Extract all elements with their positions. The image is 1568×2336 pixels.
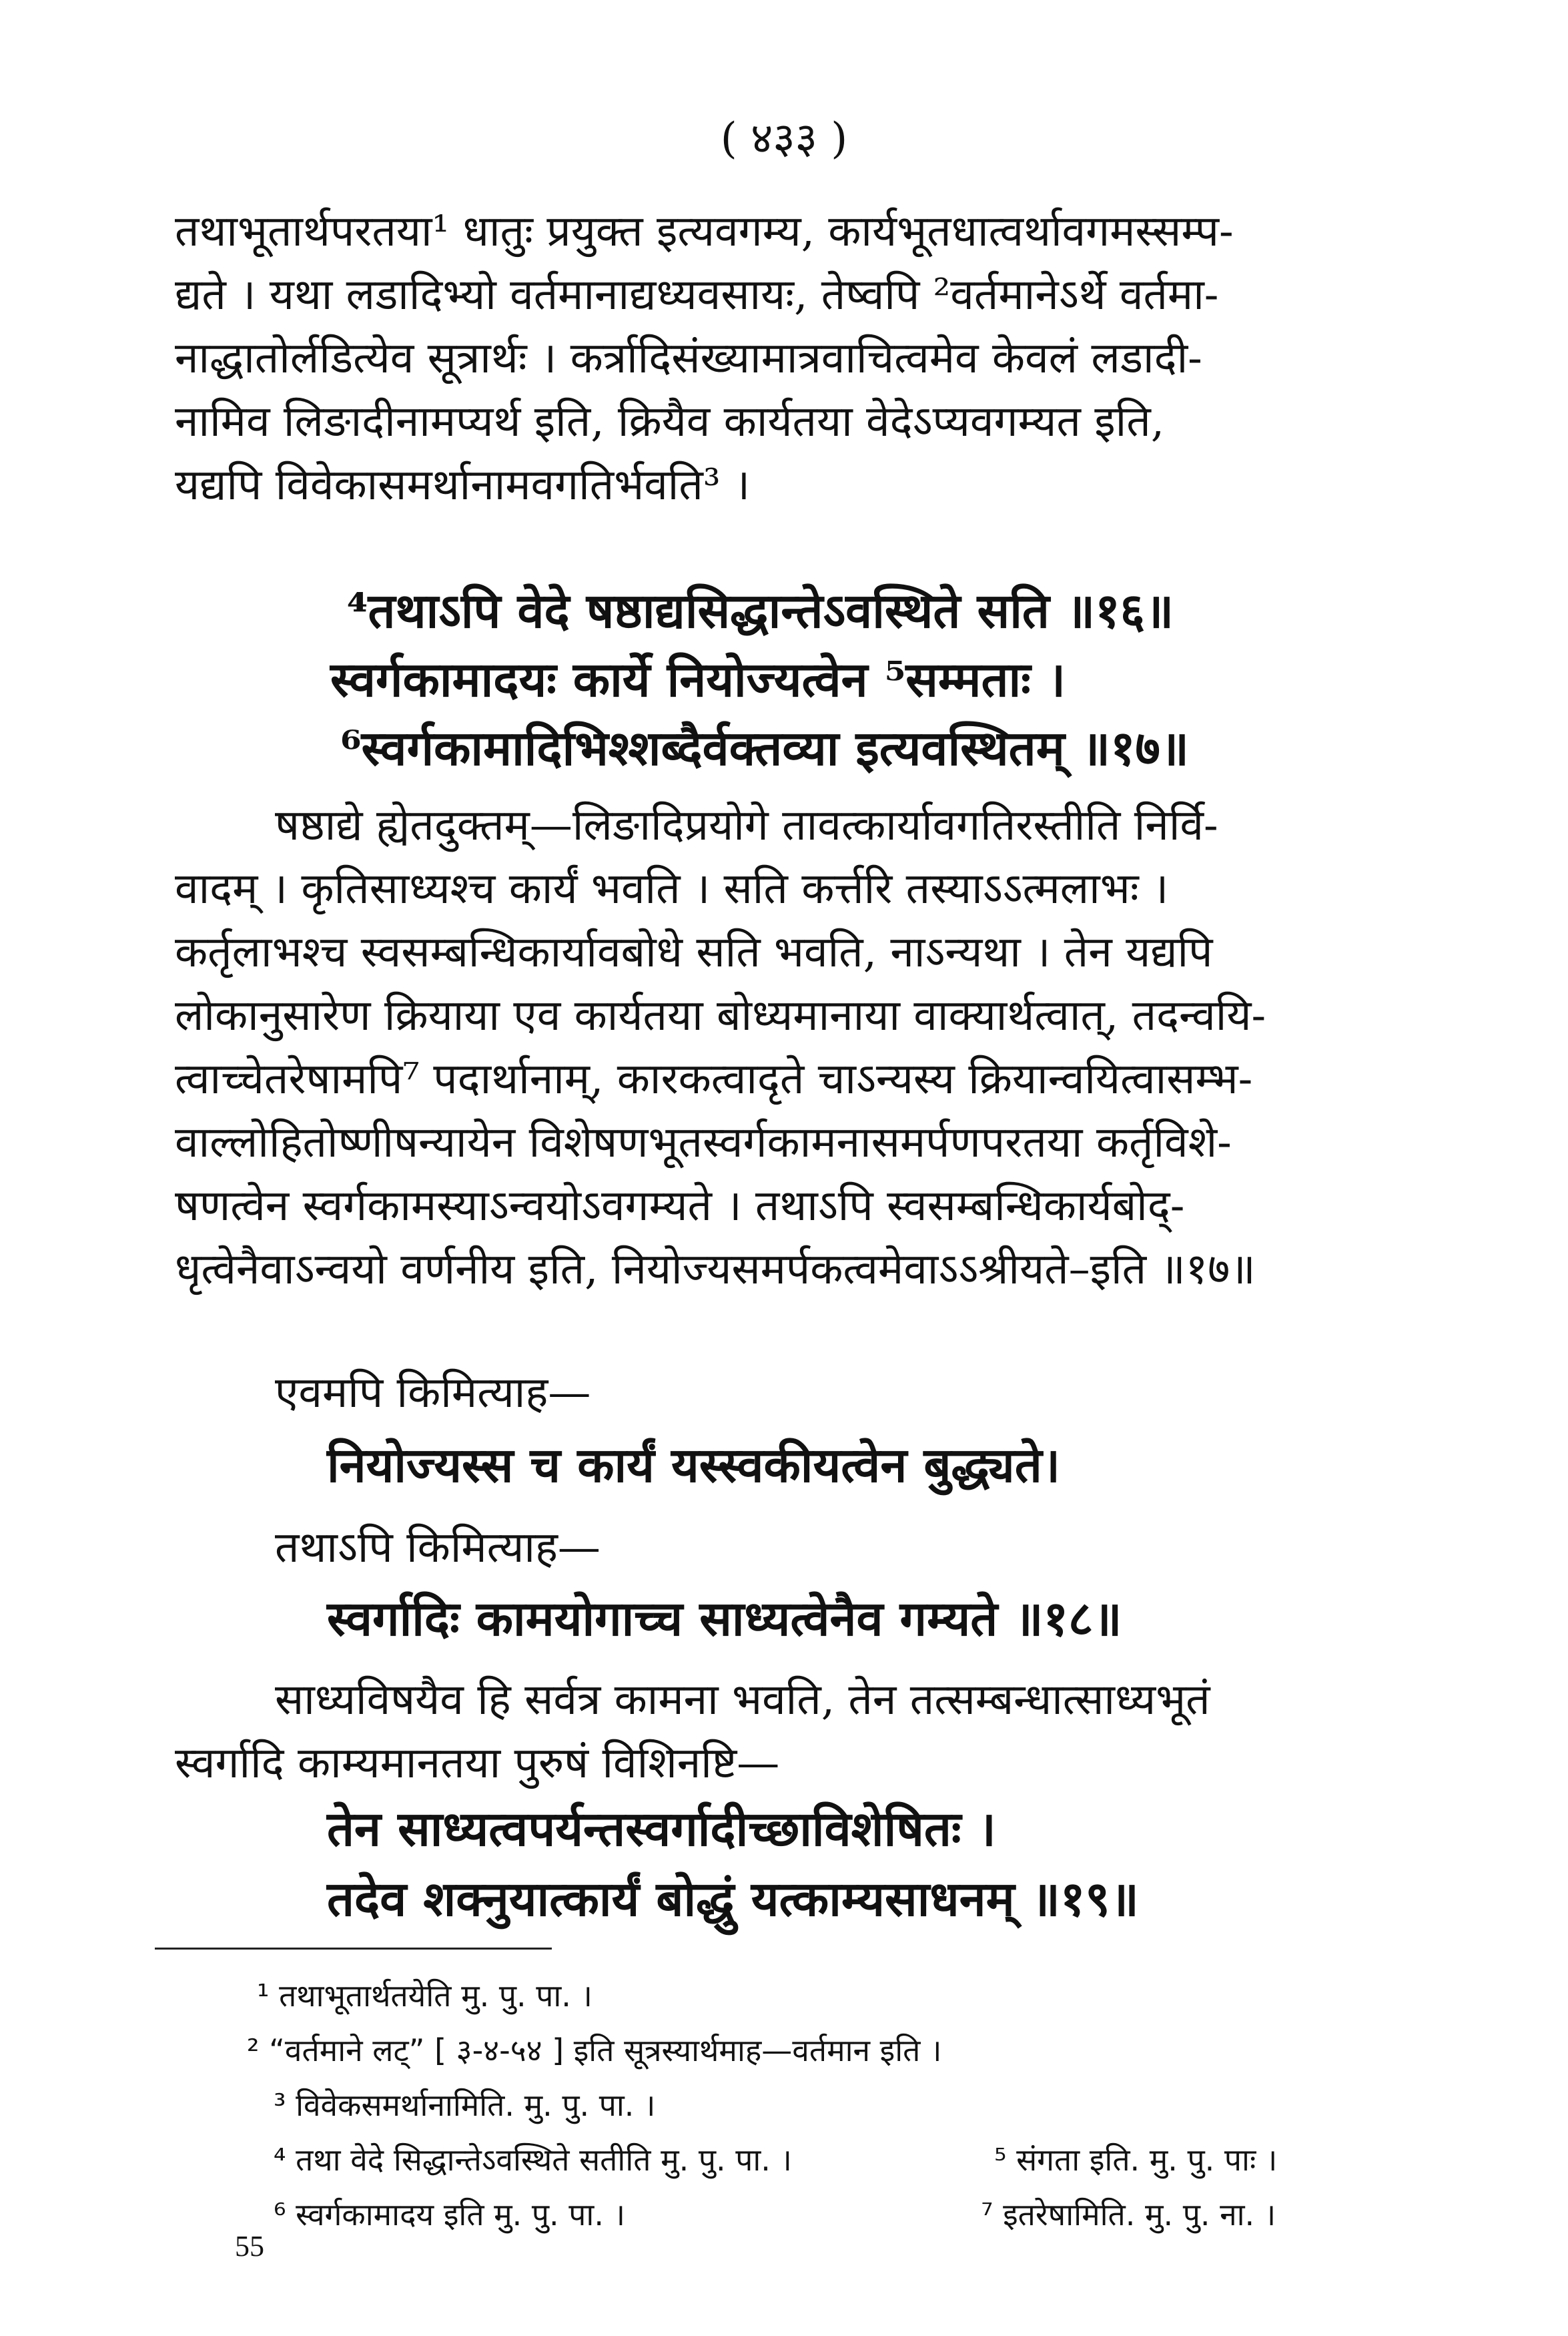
intro-line-b: [175, 1516, 1396, 1580]
footnote: ⁷ इतरेषामिति. मु. पु. ना. ।: [981, 2197, 1276, 2233]
verse-line: तदेव शक्नुयात्कार्यं बोद्धुं यत्काम्यसाधनम् ॥१९॥: [327, 1870, 1139, 1927]
footnote: ¹ तथाभूतार्थतयेति मु. पु. पा. ।: [257, 1978, 593, 2014]
footnote: ³ विवेकसमर्थानामिति. मु. पु. पा. ।: [274, 2087, 656, 2123]
intro-paragraph: [175, 200, 1396, 517]
verse-line: स्वर्गादिः कामयोगाच्च साध्यत्वेनैव गम्यते ॥१८॥: [327, 1590, 1122, 1647]
intro-line-a: [175, 1362, 1396, 1425]
verse-line: ⁴तथाऽपि वेदे षष्ठाद्यसिद्धान्तेऽवस्थिते सति ॥१६॥: [347, 582, 1174, 639]
footnote: ⁴ तथा वेदे सिद्धान्तेऽवस्थिते सतीति मु. पु. पा. ।: [274, 2142, 792, 2178]
footnote: ⁵ संगता इति. मु. पु. पाः ।: [994, 2142, 1278, 2178]
text-line: यद्यपि विवेकासमर्थानामवगतिर्भवति³ ।: [175, 461, 751, 510]
text-line: एवमपि किमित्याह—: [275, 1368, 591, 1418]
text-line: तथाभूतार्थपरतया¹ धातुः प्रयुक्त इत्यवगम्य, कार्यभूतधात्वर्थावगमस्सम्प-: [175, 207, 1234, 256]
text-line: वाल्लोहितोष्णीषन्यायेन विशेषणभूतस्वर्गकामनासमर्पणपरतया कर्तृविशे-: [175, 1118, 1232, 1167]
text-line: धृत्वेनैवाऽन्वयो वर्णनीय इति, नियोज्यसमर्पकत्वमेवाऽऽश्रीयते–इति ॥१७॥: [175, 1245, 1256, 1294]
text-line: नाद्धातोर्लडित्येव सूत्रार्थः । कर्त्रादिसंख्यामात्रवाचित्वमेव केवलं लडादी-: [175, 334, 1202, 383]
commentary-17: [175, 794, 1396, 1301]
text-line: षष्ठाद्ये ह्येतदुक्तम्—लिङादिप्रयोगे तावत्कार्यावगतिरस्तीति निर्वि-: [275, 801, 1218, 850]
footnote: ² “वर्तमाने लट्” [ ३-४-५४ ] इति सूत्रस्यार्थमाह—वर्तमान इति ।: [247, 2032, 942, 2068]
page-number: ( ४३३ ): [720, 114, 848, 164]
footnote-divider: [155, 1948, 552, 1950]
verse-line: स्वर्गकामादयः कार्ये नियोज्यत्वेन ⁵सम्मताः ।: [330, 651, 1066, 707]
text-line: वादम् । कृतिसाध्यश्च कार्यं भवति । सति कर्त्तरि तस्याऽऽत्मलाभः ।: [175, 864, 1169, 914]
folio-number: 55: [235, 2230, 264, 2263]
text-line: नामिव लिङादीनामप्यर्थ इति, क्रियैव कार्यतया वेदेऽप्यवगम्यत इति,: [175, 397, 1165, 447]
text-line: षणत्वेन स्वर्गकामस्याऽन्वयोऽवगम्यते । तथाऽपि स्वसम्बन्धिकार्यबोद्-: [175, 1181, 1185, 1231]
footnote: ⁶ स्वर्गकामादय इति मु. पु. पा. ।: [274, 2197, 626, 2233]
text-line: द्यते । यथा लडादिभ्यो वर्तमानाद्यध्यवसायः, तेष्वपि ²वर्तमानेऽर्थे वर्तमा-: [175, 270, 1219, 320]
text-line: तथाऽपि किमित्याह—: [275, 1523, 601, 1572]
text-line: स्वर्गादि काम्यमानतया पुरुषं विशिनष्टि—: [175, 1739, 780, 1788]
verse-line: तेन साध्यत्वपर्यन्तस्वर्गादीच्छाविशेषितः ।: [327, 1800, 996, 1857]
commentary-18: [175, 1669, 1396, 1795]
text-line: साध्यविषयैव हि सर्वत्र कामना भवति, तेन तत्सम्बन्धात्साध्यभूतं: [275, 1675, 1210, 1725]
text-line: त्वाच्चेतरेषामपि⁷ पदार्थानाम्, कारकत्वादृते चाऽन्यस्य क्रियान्वयित्वासम्भ-: [175, 1055, 1253, 1104]
verse-line: ⁶स्वर्गकामादिभिश्शब्दैर्वक्तव्या इत्यवस्थितम् ॥१७॥: [340, 719, 1189, 776]
text-line: कर्तृलाभश्च स्वसम्बन्धिकार्यावबोधे सति भवति, नाऽन्यथा । तेन यद्यपि: [175, 928, 1213, 977]
text-line: लोकानुसारेण क्रियाया एव कार्यतया बोध्यमानाया वाक्यार्थत्वात्, तदन्वयि-: [175, 991, 1266, 1041]
verse-line: नियोज्यस्स च कार्यं यस्स्वकीयत्वेन बुद्ध्यते।: [327, 1436, 1061, 1493]
